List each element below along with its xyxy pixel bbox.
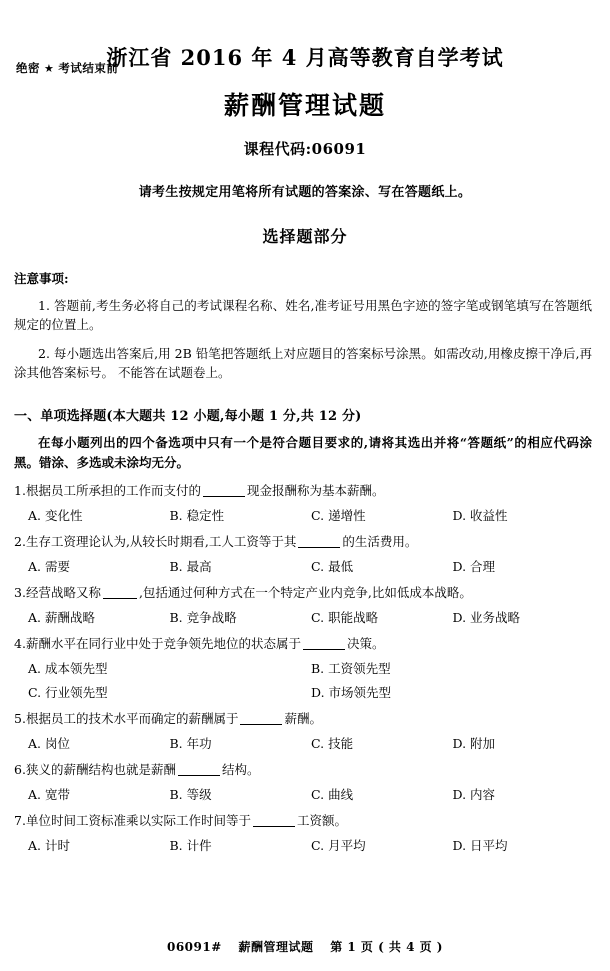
part-description: 在每小题列出的四个备选项中只有一个是符合题目要求的,请将其选出并将“答题纸”的相应代码涂黑。错涂、多选或未涂均无分。	[14, 434, 592, 470]
question-stem-before: 狭义的薪酬结构也就是薪酬	[25, 762, 176, 778]
answer-instruction: 请考生按规定用笔将所有试题的答案涂、写在答题纸上。	[138, 185, 472, 200]
option-row	[28, 683, 594, 701]
footer-code: 06091#	[166, 940, 222, 954]
option-c[interactable]: C. 月平均	[311, 838, 366, 854]
option-b[interactable]: B. 年功	[169, 736, 212, 752]
footer-title: 薪酬管理试题	[238, 940, 314, 954]
question-item	[14, 533, 594, 575]
option-row	[28, 506, 594, 524]
option-d[interactable]: D. 日平均	[452, 838, 508, 854]
question-number: 1.	[14, 482, 26, 498]
option-row	[28, 608, 594, 626]
paper-title: 薪酬管理试题	[223, 91, 386, 120]
question-item	[14, 635, 594, 701]
option-a[interactable]: A. 成本领先型	[28, 661, 108, 676]
option-a[interactable]: A. 宽带	[28, 787, 70, 803]
question-item	[14, 482, 594, 524]
option-b[interactable]: B. 工资领先型	[311, 661, 391, 676]
question-stem-after: ,包括通过何种方式在一个特定产业内竞争,比如低成本战略。	[138, 584, 472, 600]
exam-page	[0, 42, 610, 971]
question-item	[14, 812, 594, 854]
question-stem-after: 薪酬。	[284, 711, 322, 726]
option-a[interactable]: A. 计时	[28, 838, 70, 854]
question-number: 7.	[14, 813, 26, 829]
question-stem-after: 工资额。	[296, 813, 347, 829]
question-stem-before: 根据员工所承担的工作而支付的	[25, 482, 201, 498]
question-stem-after: 决策。	[346, 635, 385, 651]
notes-heading: 注意事项:	[14, 271, 69, 286]
answer-blank	[298, 535, 340, 548]
option-c[interactable]: C. 行业领先型	[28, 685, 108, 700]
answer-blank	[203, 484, 245, 497]
exam-title: 浙江省 2016 年 4 月高等教育自学考试	[106, 45, 504, 70]
option-d[interactable]: D. 附加	[452, 736, 496, 752]
option-a[interactable]: A. 变化性	[28, 507, 83, 523]
note-item: 1. 答题前,考生务必将自己的考试课程名称、姓名,准考证号用黑色字迹的签字笔或钢笔填写在答题纸规定的位置上。	[14, 298, 592, 333]
confidential-header	[16, 60, 118, 76]
confidential-label: 绝密	[16, 61, 40, 75]
option-b[interactable]: B. 等级	[169, 787, 212, 803]
option-d[interactable]: D. 市场领先型	[311, 685, 392, 700]
option-d[interactable]: D. 业务战略	[452, 609, 521, 625]
option-a[interactable]: A. 薪酬战略	[28, 609, 95, 625]
option-c[interactable]: C. 技能	[311, 736, 354, 752]
question-number: 4.	[14, 635, 26, 651]
option-row	[28, 734, 594, 752]
question-stem-before: 生存工资理论认为,从较长时期看,工人工资等于其	[25, 533, 297, 549]
page-footer	[0, 938, 610, 955]
question-stem-after: 结构。	[221, 762, 260, 778]
question-stem-before: 单位时间工资标准乘以实际工作时间等于	[25, 813, 251, 829]
option-row	[28, 836, 594, 854]
option-d[interactable]: D. 合理	[452, 558, 496, 574]
option-c[interactable]: C. 最低	[311, 558, 354, 574]
question-stem-after: 现金报酬称为基本薪酬。	[246, 482, 385, 498]
question-number: 3.	[14, 584, 26, 600]
option-c[interactable]: C. 曲线	[311, 787, 354, 803]
option-c[interactable]: C. 递增性	[311, 507, 366, 523]
question-number: 6.	[14, 762, 26, 778]
option-b[interactable]: B. 计件	[169, 838, 212, 854]
option-row	[28, 785, 594, 803]
option-a[interactable]: A. 岗位	[28, 736, 70, 752]
option-d[interactable]: D. 收益性	[452, 507, 508, 523]
option-row	[28, 659, 594, 677]
answer-blank	[253, 814, 295, 827]
option-b[interactable]: B. 最高	[169, 558, 212, 574]
option-row	[28, 557, 594, 575]
course-code: 课程代码:06091	[243, 140, 367, 158]
section-title: 选择题部分	[262, 227, 348, 246]
question-item	[14, 710, 594, 752]
answer-blank	[103, 586, 137, 599]
footer-page-number: 第 1 页 ( 共 4 页 )	[330, 940, 443, 954]
question-stem-before: 薪酬水平在同行业中处于竞争领先地位的状态属于	[25, 635, 301, 651]
option-d[interactable]: D. 内容	[452, 787, 496, 803]
confidential-note: 考试结束前	[58, 61, 119, 75]
question-item	[14, 584, 594, 626]
star-icon: ★	[44, 62, 55, 75]
note-item: 2. 每小题选出答案后,用 2B 铅笔把答题纸上对应题目的答案标号涂黑。如需改动,用橡皮擦干净后,再涂其他答案标号。 不能答在试题卷上。	[14, 345, 592, 381]
question-item	[14, 761, 594, 803]
question-stem-before: 经营战略又称	[25, 584, 101, 600]
option-a[interactable]: A. 需要	[28, 558, 70, 574]
question-stem-after: 的生活费用。	[342, 533, 418, 549]
option-c[interactable]: C. 职能战略	[311, 609, 379, 625]
question-number: 5.	[14, 711, 26, 726]
answer-blank	[240, 712, 282, 725]
part-heading: 一、单项选择题(本大题共 12 小题,每小题 1 分,共 12 分)	[14, 408, 362, 424]
question-stem-before: 根据员工的技术水平而确定的薪酬属于	[25, 711, 239, 726]
option-b[interactable]: B. 稳定性	[169, 507, 225, 523]
question-number: 2.	[14, 533, 26, 549]
option-b[interactable]: B. 竞争战略	[169, 609, 237, 625]
answer-blank	[178, 763, 220, 776]
answer-blank	[303, 637, 345, 650]
